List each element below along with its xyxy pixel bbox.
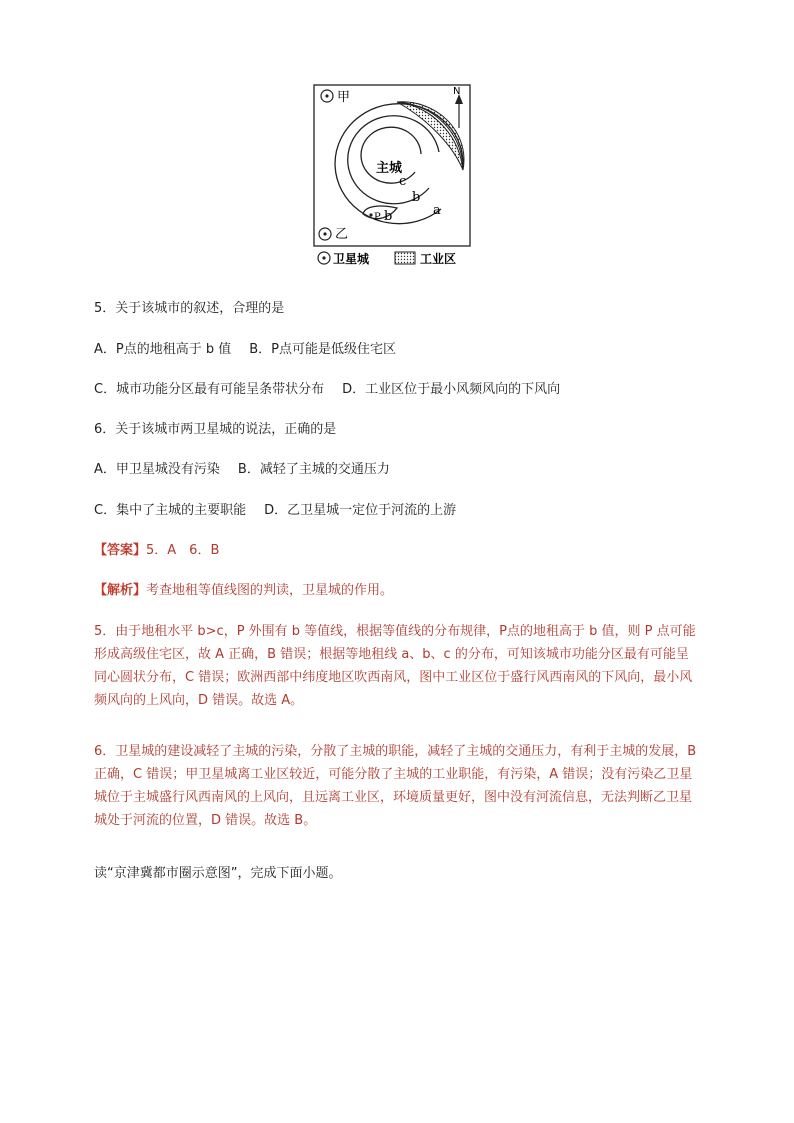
question-5-stem: 5．关于该城市的叙述，合理的是 xyxy=(94,301,285,316)
answer-label: 【答案】 xyxy=(94,543,147,558)
q6-option-b: B．减轻了主城的交通压力 xyxy=(237,462,390,477)
q5-option-b: B．P点可能是低级住宅区 xyxy=(249,342,397,357)
city-rent-diagram xyxy=(313,84,479,270)
analysis-text: 考查地租等值线图的判读，卫星城的作用。 xyxy=(146,583,394,598)
next-section-intro: 读“京津冀都市圈示意图”，完成下面小题。 xyxy=(94,866,342,881)
answer-line xyxy=(94,542,219,560)
question-5-options-ab xyxy=(94,341,396,359)
analysis-paragraph-6: 6．卫星城的建设减轻了主城的污染，分散了主城的职能，减轻了主城的交通压力，有利于主城的发展，B 正确，C 错误；甲卫星城离工业区较近，可能分散了主城的工业职能，有污染，A 错误；没有污染乙卫星城位于主城盛行风西南风的上风向，且远离工业区，环境质量更好，图中没有河流信息，无法判断乙卫星城处于河流的位置，D 错误。故选 B。 xyxy=(94,744,697,828)
label-yi: 乙 xyxy=(335,227,349,242)
q6-option-d: D．乙卫星城一定位于河流的上游 xyxy=(264,503,457,518)
label-p: P xyxy=(374,212,381,223)
legend-industrial: 工业区 xyxy=(420,252,457,266)
analysis-paragraph-5: 5．由于地租水平 b>c，P 外围有 b 等值线，根据等值线的分布规律，P点的地租高于 b 值，则 P 点可能形成高级住宅区，故 A 正确，B 错误；根据等地租线 a、b、c 的分布，可知该城市功能分区最有可能呈同心圆状分布，C 错误；欧洲西部中纬度地区吹西南风，图中工业区位于盛行风西南风的下风向，最小风频风向的上风向，D 错误。故选 A。 xyxy=(94,624,696,708)
analysis-label: 【解析】 xyxy=(94,583,147,598)
label-c: c xyxy=(399,174,407,189)
q5-option-a: A．P点的地租高于 b 值 xyxy=(94,342,232,357)
legend-satellite: 卫星城 xyxy=(333,252,370,266)
diagram-svg xyxy=(313,84,479,270)
label-p-b: b xyxy=(384,209,393,224)
label-jia: 甲 xyxy=(337,90,351,105)
analysis-line xyxy=(94,582,393,600)
question-6-stem: 6．关于该城市两卫星城的说法，正确的是 xyxy=(94,422,337,437)
label-north: N xyxy=(453,86,461,97)
label-main-city: 主城 xyxy=(376,161,403,176)
q6-option-a: A．甲卫星城没有污染 xyxy=(94,462,220,477)
label-b: b xyxy=(412,190,421,205)
q5-option-c: C．城市功能分区最有可能呈条带状分布 xyxy=(94,382,325,397)
question-5-options-cd xyxy=(94,381,560,399)
q6-option-c: C．集中了主城的主要职能 xyxy=(94,503,247,518)
label-a: a xyxy=(433,203,441,218)
q5-option-d: D．工业区位于最小风频风向的下风向 xyxy=(342,382,561,397)
question-6-options-cd xyxy=(94,502,456,520)
answer-text: 5．A 6．B xyxy=(146,543,220,558)
question-6-options-ab xyxy=(94,461,390,479)
